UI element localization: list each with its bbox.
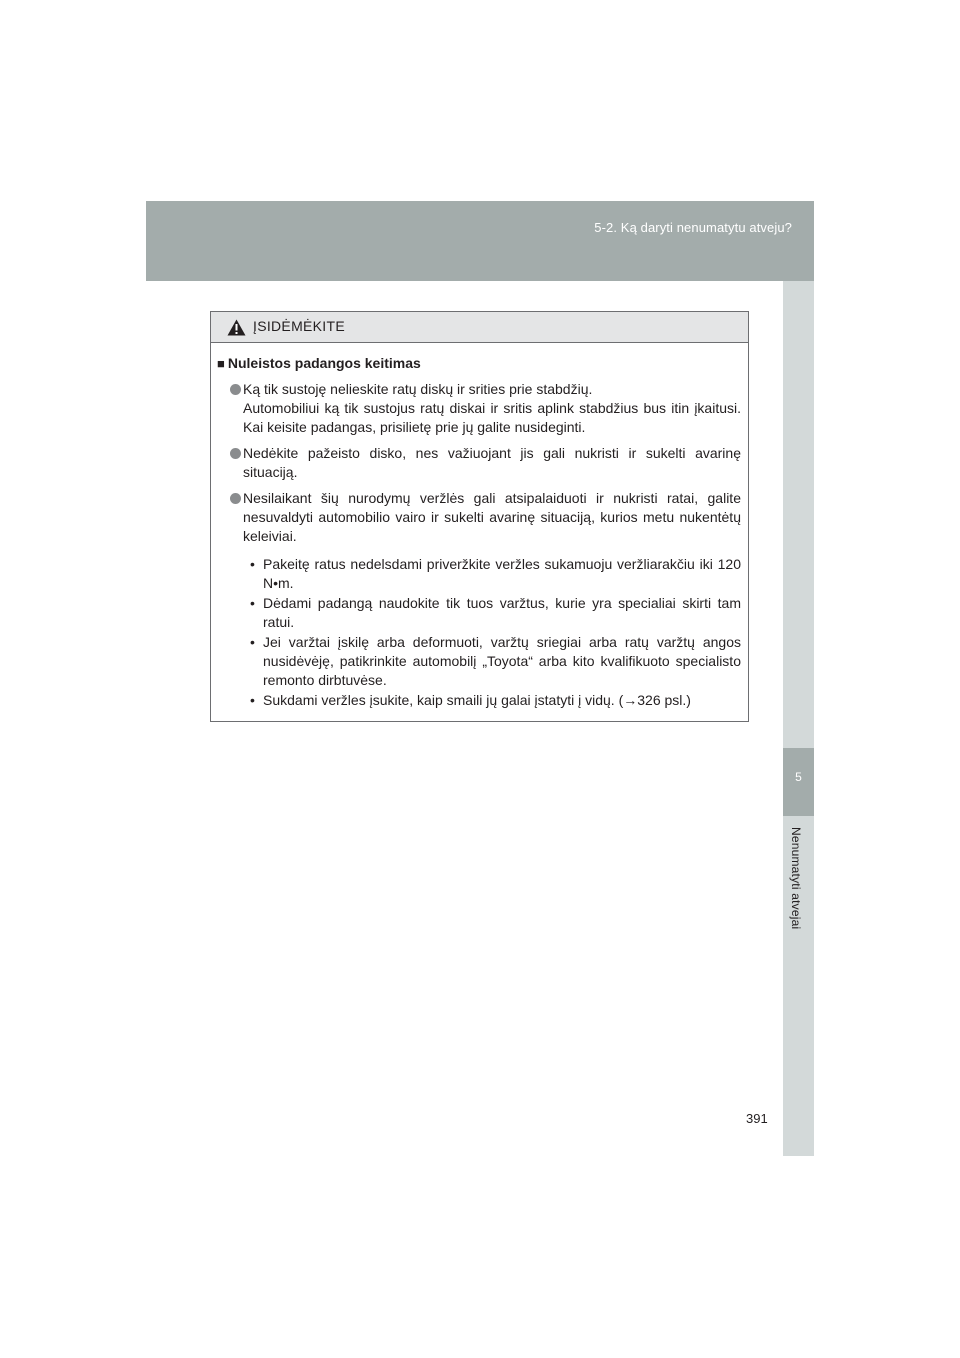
dot-bullet-icon: • <box>250 692 255 708</box>
dot-bullet-icon: • <box>250 634 255 650</box>
list-item <box>250 691 741 710</box>
warning-icon <box>227 319 246 336</box>
bullet-text: Nesilaikant šių nurodymų veržlės gali atsipalaiduoti ir nukristi ratai, galite nesuvaldyti automobilio vairo ir sukelti avarinę situaciją, kurios metu nukentėtų keleiviai. <box>243 490 741 544</box>
caution-bullet <box>217 444 741 482</box>
page-number: 391 <box>746 1111 768 1126</box>
list-item-text: Sukdami veržles įsukite, kaip smaili jų galai įstatyti į vidų. (→326 psl.) <box>263 692 691 708</box>
list-item-text: Dėdami padangą naudokite tik tuos varžtus, kurie yra specialiai skirti tam ratui. <box>263 595 741 630</box>
section-title: 5-2. Ką daryti nenumatytu atveju? <box>594 220 792 235</box>
caution-bullet <box>217 489 741 546</box>
dot-bullet-icon: • <box>250 556 255 572</box>
list-item-text: Jei varžtai įskilę arba deformuoti, varžtų sriegiai arba ratų varžtų angos nusidėvėję, patikrinkite automobilį „Toyota“ arba kito kvalifikuoto specialisto remonto dirbtuvėse. <box>263 634 741 688</box>
caution-bullet <box>217 380 741 437</box>
square-bullet-icon: ■ <box>217 356 225 371</box>
circle-bullet-icon <box>230 384 241 395</box>
caution-subhead-text: Nuleistos padangos keitimas <box>227 355 421 371</box>
caution-subhead <box>217 354 741 373</box>
caution-box <box>210 311 749 722</box>
bullet-text: Automobiliui ką tik sustojus ratų diskai ir sritis aplink stabdžius bus itin įkaitusi. Kai keisite padangas, prisilietę prie jų galite nusideginti. <box>243 400 741 435</box>
list-item <box>250 594 741 632</box>
chapter-tab[interactable] <box>783 748 814 816</box>
chapter-title: Nenumatyti atvejai <box>789 827 803 930</box>
chapter-number: 5 <box>795 770 802 784</box>
dot-bullet-icon: • <box>250 595 255 611</box>
bullet-text: Nedėkite pažeisto disko, nes važiuojant jis gali nukristi ir sukelti avarinę situaciją. <box>243 445 741 480</box>
circle-bullet-icon <box>230 448 241 459</box>
sub-bullet-list <box>217 553 741 710</box>
circle-bullet-icon <box>230 493 241 504</box>
bullet-text: Ką tik sustoję nelieskite ratų diskų ir srities prie stabdžių. <box>243 381 593 397</box>
caution-body <box>211 343 748 710</box>
list-item <box>250 633 741 690</box>
list-item <box>250 555 741 593</box>
header-band <box>146 201 814 281</box>
chapter-side-strip <box>783 281 814 1156</box>
caution-title: ĮSIDĖMĖKITE <box>253 318 345 334</box>
caution-header <box>211 312 748 343</box>
list-item-text: Pakeitę ratus nedelsdami priveržkite veržles sukamuoju veržliarakčiu iki 120 N•m. <box>263 556 741 591</box>
